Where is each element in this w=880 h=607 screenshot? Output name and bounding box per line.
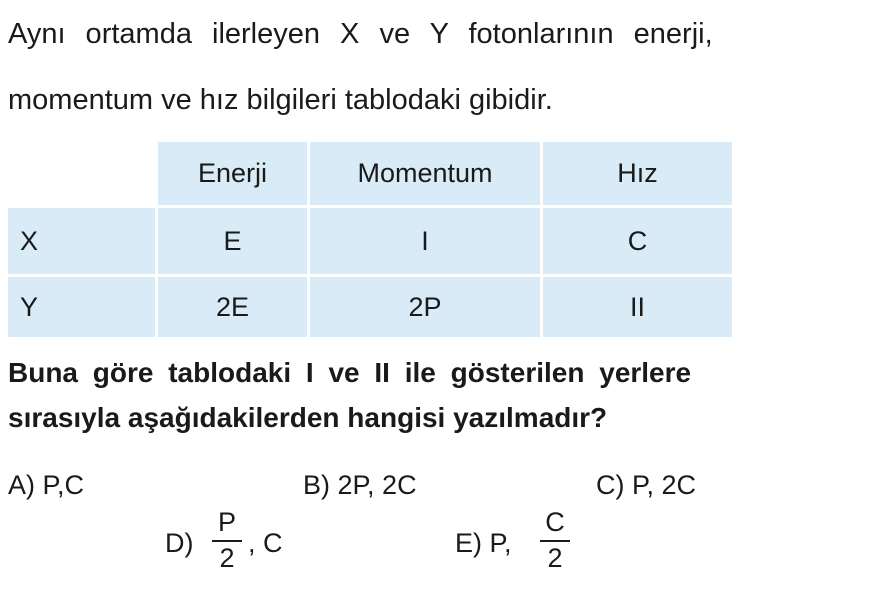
header-speed: Hız	[543, 142, 732, 205]
cell-x-speed: C	[543, 208, 732, 274]
data-table	[8, 142, 732, 337]
header-momentum: Momentum	[310, 142, 540, 205]
option-b[interactable]: B) 2P, 2C	[303, 470, 417, 500]
option-e-numerator: C	[545, 507, 565, 537]
header-energy: Enerji	[158, 142, 307, 205]
option-c[interactable]: C) P, 2C	[596, 470, 697, 500]
option-a[interactable]: A) P,C	[8, 470, 85, 500]
intro-line-1: Aynı ortamda ilerleyen X ve Y fotonlarının enerji,	[8, 18, 713, 50]
option-d-suffix: , C	[248, 528, 283, 558]
cell-y-momentum: 2P	[310, 277, 540, 337]
option-e-denominator: 2	[547, 542, 563, 573]
option-d-denominator: 2	[219, 542, 235, 573]
fraction-bar	[540, 540, 570, 542]
option-e-fraction	[540, 509, 570, 572]
cell-y-energy: 2E	[158, 277, 307, 337]
header-empty-cell	[8, 142, 155, 205]
option-d-fraction	[212, 509, 242, 572]
row-label-x: X	[8, 208, 155, 274]
intro-line-2: momentum ve hız bilgileri tablodaki gibidir.	[8, 84, 553, 116]
fraction-bar	[212, 540, 242, 542]
cell-x-energy: E	[158, 208, 307, 274]
cell-y-speed: II	[543, 277, 732, 337]
option-d-numerator: P	[217, 507, 236, 537]
prompt-line-1: Buna göre tablodaki I ve II ile gösterilen yerlere	[8, 357, 692, 388]
option-e-prefix: E) P,	[455, 528, 512, 558]
row-label-y: Y	[8, 277, 155, 337]
option-d-prefix: D)	[165, 528, 194, 558]
prompt-line-2: sırasıyla aşağıdakilerden hangisi yazılmadır?	[8, 402, 608, 433]
cell-x-momentum: I	[310, 208, 540, 274]
